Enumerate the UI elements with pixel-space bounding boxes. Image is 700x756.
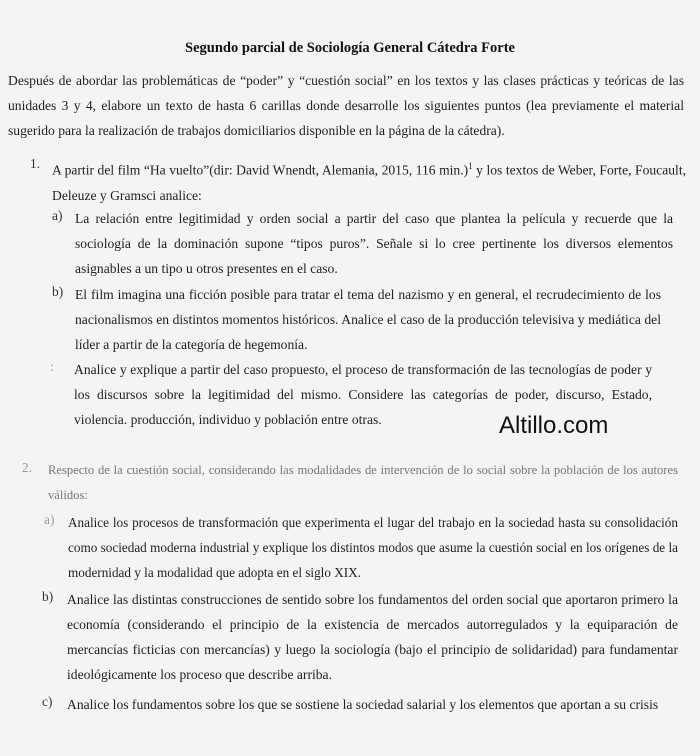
q1-item-c-marker: : <box>50 359 54 374</box>
q2-item-c-marker: c) <box>42 694 53 709</box>
intro-paragraph: Después de abordar las problemáticas de “poder” y “cuestión social” en los textos y las clases prácticas y teóricas de las unidades 3 y 4, elabore un texto de hasta 6 carillas donde desarrolle los siguientes puntos (lea previamente el material sugerido para la realización de trabajos domiciliarios disponible en la página de la cátedra). <box>8 73 684 138</box>
q1-text-end: y los textos de Weber, Forte, Foucault, Deleuze y Gramsci analice: <box>52 162 686 203</box>
q1-item-b-marker: b) <box>52 284 64 299</box>
q2-item-b: Analice las distintas construcciones de sentido sobre los fundamentos del orden social que aportaron primero la economía (considerando el principio de la existencia de mercados autorregulados y la equiparación de mercancías ficticias con mercancías) y luego la sociología (bajo el principio de solidaridad) para fundamentar ideológicamente los proceso que describe arriba. <box>67 592 678 682</box>
q1-text-start: A partir del film “Ha vuelto”(dir: David Wnendt, Alemania, 2015, 116 min.) <box>52 162 469 178</box>
q2-item-c: Analice los fundamentos sobre los que se sostiene la sociedad salarial y los elementos que aportan a su crisis <box>67 697 659 712</box>
q1-item-a-marker: a) <box>52 208 63 223</box>
q2-number: 2. <box>22 460 33 475</box>
q2-text: Respecto de la cuestión social, considerando las modalidades de intervención de lo social sobre la población de los autores válidos: <box>48 463 678 502</box>
q2-item-a: Analice los procesos de transformación que experimenta el lugar del trabajo en la sociedad hasta su consolidación como sociedad moderna industrial y explique los distintos modos que asume la cuestión social en los orígenes de la modernidad y la modalidad que adopta en el siglo XIX. <box>68 515 678 580</box>
q1-item-a: La relación entre legitimidad y orden social a partir del caso que plantea la película y recuerde que la sociología de la dominación supone “tipos puros”. Señale si lo cree pertinente los diversos elementos asignables a un tipo u otros presentes en el caso. <box>75 211 673 276</box>
watermark: Altillo.com <box>499 412 609 439</box>
q1-item-b: El film imagina una ficción posible para tratar el tema del nazismo y en general, el recrudecimiento de los nacionalismos en distintos momentos históricos. Analice el caso de la producción televisiva y mediática del líder a partir de la categoría de hegemonía. <box>75 287 661 352</box>
q1-item-c: Analice y explique a partir del caso propuesto, el proceso de transformación de las tecnologías de poder y los discursos sobre la legitimidad del mismo. Considere las categorías de poder, discurso, Estado, violencia. producción, individuo y población entre otras. <box>74 362 652 427</box>
page-title: Segundo parcial de Sociología General Cátedra Forte <box>185 40 515 56</box>
q2-item-b-marker: b) <box>42 589 54 604</box>
q1-number: 1. <box>30 156 41 171</box>
q1-text <box>52 154 686 208</box>
q1-footnote: 1 <box>468 161 473 171</box>
q2-item-a-marker: a) <box>44 512 55 527</box>
